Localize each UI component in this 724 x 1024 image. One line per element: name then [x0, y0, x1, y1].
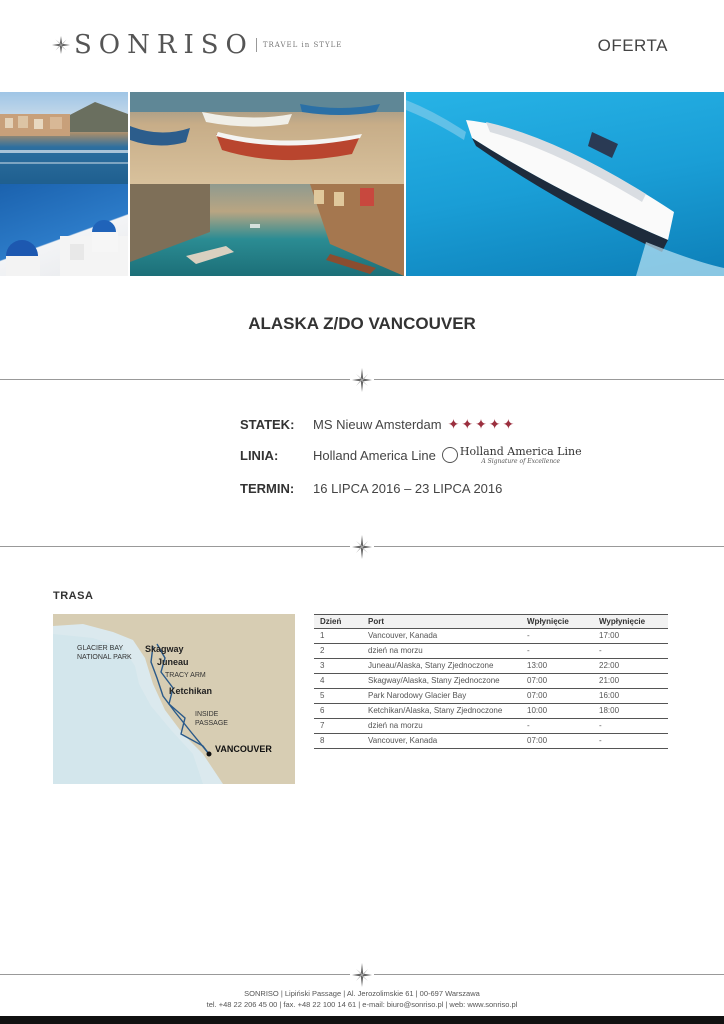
map-label-ketchikan: Ketchikan — [169, 686, 213, 696]
cell-departure: - — [593, 644, 668, 659]
divider-line — [374, 974, 724, 975]
column-header-arrival: Wpłynięcie — [521, 615, 593, 629]
beach-boats-photo — [130, 92, 404, 184]
cell-arrival: 13:00 — [521, 659, 593, 674]
cell-arrival: - — [521, 629, 593, 644]
cell-arrival: 07:00 — [521, 689, 593, 704]
map-label-juneau: Juneau — [157, 657, 189, 667]
cell-port: Park Narodowy Glacier Bay — [362, 689, 521, 704]
column-header-day: Dzień — [314, 615, 362, 629]
table-header-row — [314, 615, 668, 629]
venice-canal-photo — [130, 184, 404, 276]
header — [0, 0, 724, 92]
cell-day: 4 — [314, 674, 362, 689]
cell-departure: 16:00 — [593, 689, 668, 704]
cell-departure: 22:00 — [593, 659, 668, 674]
section-divider — [0, 368, 724, 392]
sonriso-logo — [52, 30, 342, 60]
cell-departure: 18:00 — [593, 704, 668, 719]
compass-star-icon — [52, 36, 70, 54]
footer-bar — [0, 1016, 724, 1024]
date-label: TERMIN: — [240, 480, 295, 496]
star-icon: ✦ — [488, 415, 501, 432]
emblem-icon — [442, 447, 458, 463]
cell-day: 8 — [314, 734, 362, 749]
cell-arrival: - — [521, 644, 593, 659]
cell-port: Vancouver, Kanada — [362, 734, 521, 749]
logo-separator — [256, 38, 257, 52]
ship-value — [313, 416, 516, 433]
star-icon: ✦ — [447, 415, 460, 432]
cell-day: 2 — [314, 644, 362, 659]
cell-day: 6 — [314, 704, 362, 719]
cell-day: 7 — [314, 719, 362, 734]
map-label-skagway: Skagway — [145, 644, 184, 654]
compass-star-icon — [352, 963, 372, 987]
table-row — [314, 644, 668, 659]
star-icon: ✦ — [475, 415, 487, 432]
holland-america-logo — [442, 445, 582, 465]
star-icon: ✦ — [461, 415, 474, 432]
divider-line — [0, 974, 350, 975]
section-divider — [0, 535, 724, 559]
cell-port: dzień na morzu — [362, 719, 521, 734]
logo-tagline: TRAVEL in STYLE — [262, 41, 343, 49]
cell-port: Vancouver, Kanada — [362, 629, 521, 644]
map-label-national-park: NATIONAL PARK — [77, 654, 132, 661]
map-label-glacier-bay: GLACIER BAY — [77, 645, 124, 652]
star-icon: ✦ — [502, 415, 515, 432]
map-label-inside: INSIDE — [195, 711, 219, 718]
table-row — [314, 704, 668, 719]
footer-divider — [0, 963, 724, 987]
cell-arrival: 10:00 — [521, 704, 593, 719]
table-row — [314, 659, 668, 674]
ship-name: MS Nieuw Amsterdam — [313, 416, 442, 432]
column-header-departure: Wypłynięcie — [593, 615, 668, 629]
cell-departure: 17:00 — [593, 629, 668, 644]
document-type: OFERTA — [597, 36, 668, 55]
cell-departure: - — [593, 719, 668, 734]
santorini-photo — [0, 184, 128, 276]
star-rating — [448, 416, 517, 433]
cell-day: 5 — [314, 689, 362, 704]
harbor-town-photo — [0, 92, 128, 184]
compass-star-icon — [352, 535, 372, 559]
route-heading: TRASA — [53, 590, 94, 602]
cell-departure: - — [593, 734, 668, 749]
ship-label: STATEK: — [240, 416, 295, 432]
cell-departure: 21:00 — [593, 674, 668, 689]
map-label-vancouver: VANCOUVER — [215, 744, 272, 754]
cell-day: 1 — [314, 629, 362, 644]
logo-wordmark: SONRISO — [74, 30, 254, 60]
table-row — [314, 674, 668, 689]
compass-star-icon — [352, 368, 372, 392]
line-value — [313, 445, 582, 465]
divider-line — [0, 379, 350, 380]
offer-title: ALASKA Z/DO VANCOUVER — [248, 314, 476, 333]
footer-contact-details: tel. +48 22 206 45 00 | fax. +48 22 100 14 61 | e-mail: biuro@sonriso.pl | web: www.sonriso.pl — [206, 1000, 518, 1009]
cell-arrival: 07:00 — [521, 734, 593, 749]
column-header-port: Port — [362, 615, 521, 629]
divider-line — [0, 546, 350, 547]
table-row — [314, 719, 668, 734]
cell-port: Juneau/Alaska, Stany Zjednoczone — [362, 659, 521, 674]
divider-line — [374, 546, 724, 547]
cell-arrival: 07:00 — [521, 674, 593, 689]
route-map — [53, 614, 295, 784]
logo-name: Holland America Line — [459, 445, 582, 458]
cell-day: 3 — [314, 659, 362, 674]
cell-arrival: - — [521, 719, 593, 734]
table-row — [314, 689, 668, 704]
cruise-line-name: Holland America Line — [313, 447, 436, 463]
map-label-tracy-arm: TRACY ARM — [165, 672, 206, 679]
line-label: LINIA: — [240, 447, 279, 463]
cruise-ship-photo — [406, 92, 724, 276]
logo-tagline: A Signature of Excellence — [481, 458, 561, 465]
cell-port: Ketchikan/Alaska, Stany Zjednoczone — [362, 704, 521, 719]
date-value: 16 LIPCA 2016 – 23 LIPCA 2016 — [313, 480, 503, 496]
cell-port: dzień na morzu — [362, 644, 521, 659]
footer-address: SONRISO | Lipiński Passage | Al. Jerozolimskie 61 | 00-697 Warszawa — [244, 989, 480, 998]
table-row — [314, 734, 668, 749]
cell-port: Skagway/Alaska, Stany Zjednoczone — [362, 674, 521, 689]
table-row — [314, 629, 668, 644]
photo-collage — [0, 92, 724, 276]
map-label-passage: PASSAGE — [195, 720, 228, 727]
footer-contact — [0, 988, 724, 1010]
itinerary-table — [314, 614, 668, 749]
divider-line — [374, 379, 724, 380]
